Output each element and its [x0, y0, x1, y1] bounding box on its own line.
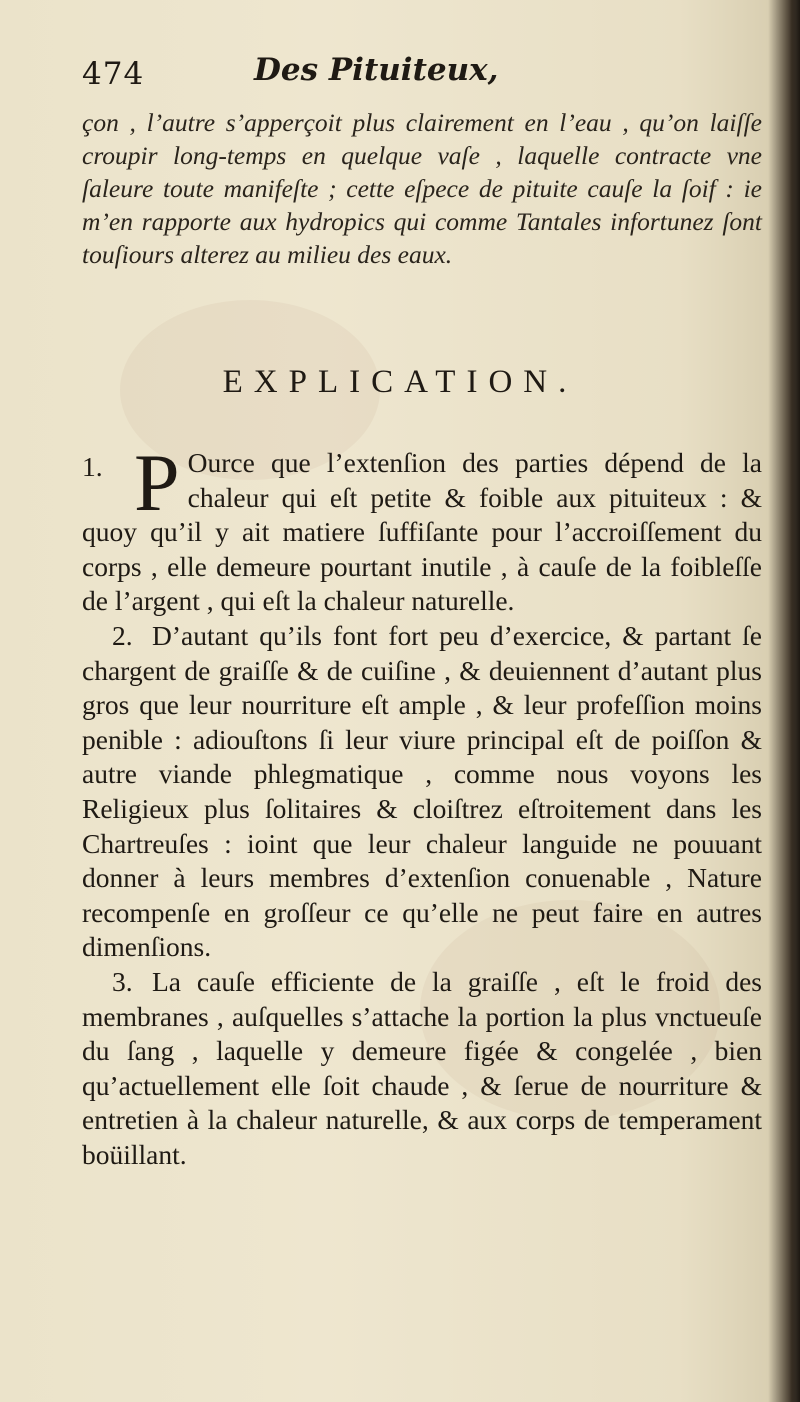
- paragraph-text: Ource que l’extenſion des parties dépend de la chaleur qui eſt petite & foible aux pituiteux : & quoy qu’il y ait matiere ſuffiſante pour l’accroiſſement du corps , elle demeure pourtant inutile , à cauſe de la foibleſſe de l’argent , qui eſt la chaleur naturelle.: [82, 447, 762, 617]
- dropcap-letter: P: [134, 437, 180, 528]
- page-number: 474: [82, 56, 145, 92]
- paragraph-number: 2.: [112, 619, 133, 651]
- page-header: [82, 52, 742, 102]
- paragraph-3: [82, 965, 762, 1173]
- intro-italic-text: çon , l’autre s’apperçoit plus clairement en l’eau , qu’on laiſſe croupir long-temps en quelque vaſe , laquelle contracte vne ſaleure toute manifeſte ; cette eſpece de pituite cauſe la ſoif : ie m’en rapporte aux hydropics qui comme Tantales infortunez ſont touſiours alterez au milieu des eaux.: [82, 108, 762, 269]
- paragraph-text: D’autant qu’ils font fort peu d’exercice, & partant ſe chargent de graiſſe & de cuiſine , & deuiennent d’autant plus gros que leur nourriture eſt ample , & leur profeſſion moins penible : adiouſtons ſi leur viure principal eſt de poiſſon & autre viande phlegmatique , comme nous voyons les Religieux plus ſolitaires & cloiſtrez eſtroitement dans les Chartreuſes : ioint que leur chaleur languide ne pouuant donner à leurs membres d’extenſion conuenable , Nature recompenſe en groſſeur ce qu’elle ne peut faire en autres dimenſions.: [82, 619, 762, 963]
- paragraph-2: [82, 619, 762, 965]
- binding-shadow: [790, 0, 800, 1402]
- running-title: Des Pituiteux,: [254, 52, 499, 88]
- section-title: EXPLICATION.: [222, 364, 578, 400]
- paragraph-number: 1.: [82, 451, 103, 482]
- paragraph-text: La cauſe efficiente de la graiſſe , eſt le froid des membranes , auſquelles s’attache la portion la plus vnctueuſe du ſang , laquelle y demeure figée & congelée , bien qu’actuellement elle ſoit chaude , & ſerue de nourriture & entretien à la chaleur naturelle, & aux corps de temperament boüillant.: [82, 965, 762, 1170]
- paragraph-number: 3.: [112, 965, 133, 997]
- paragraph-1: [82, 437, 762, 619]
- explication-body: [82, 437, 762, 1172]
